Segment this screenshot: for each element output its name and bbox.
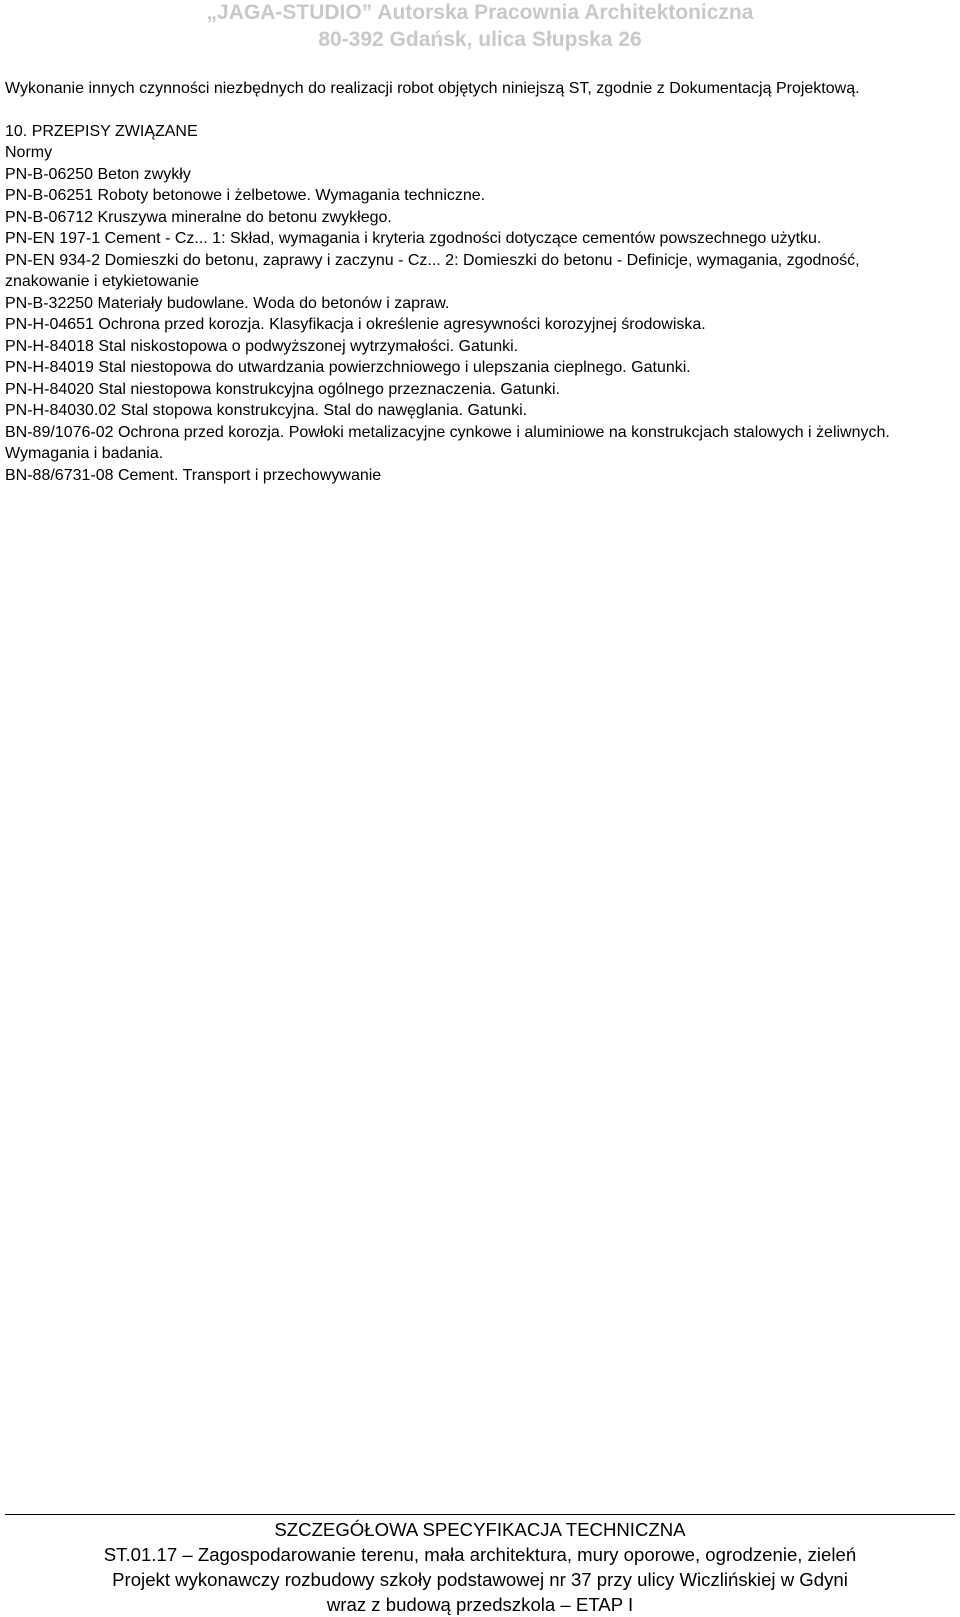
norm-item: PN-B-06712 Kruszywa mineralne do betonu zwykłego. (5, 208, 392, 226)
norm-item: PN-H-84019 Stal niestopowa do utwardzania powierzchniowego i ulepszania cieplnego. Gatunki. (5, 359, 691, 376)
norm-item: PN-EN 197-1 Cement - Cz... 1: Skład, wymagania i kryteria zgodności dotyczące cementów powszechnego użytku. (5, 230, 822, 247)
footer-spec-code: ST.01.17 – Zagospodarowanie terenu, mała architektura, mury oporowe, ogrodzenie, zieleń (103, 1544, 857, 1565)
intro-paragraph: Wykonanie innych czynności niezbędnych do realizacji robot objętych niniejszą ST, zgodnie z Dokumentacją Projektową. (5, 80, 860, 97)
norm-item: PN-H-84020 Stal niestopowa konstrukcyjna ogólnego przeznaczenia. Gatunki. (5, 380, 560, 398)
footer-divider (5, 1514, 955, 1515)
page-footer (0, 1517, 960, 1617)
norm-item: PN-B-06251 Roboty betonowe i żelbetowe. Wymagania techniczne. (5, 187, 486, 204)
norm-item: PN-EN 934-2 Domieszki do betonu, zaprawy i zaczynu - Cz... 2: Domieszki do betonu - Definicje, wymagania, zgodność, znakowanie i etykietowanie (5, 251, 860, 290)
footer-project-title: Projekt wykonawczy rozbudowy szkoły podstawowej nr 37 przy ulicy Wiczlińskiej w Gdyni (112, 1569, 848, 1590)
norm-item: BN-89/1076-02 Ochrona przed korozja. Powłoki metalizacyjne cynkowe i aluminiowe na konstrukcjach stalowych i żeliwnych. Wymagania i badania. (5, 423, 890, 462)
footer-spec-title: SZCZEGÓŁOWA SPECYFIKACJA TECHNICZNA (274, 1519, 686, 1540)
norm-item: PN-B-32250 Materiały budowlane. Woda do betonów i zapraw. (5, 294, 450, 312)
section-heading: 10. PRZEPISY ZWIĄZANE (5, 122, 198, 140)
norm-item: BN-88/6731-08 Cement. Transport i przechowywanie (5, 466, 382, 484)
norm-item: PN-H-04651 Ochrona przed korozja. Klasyfikacja i określenie agresywności korozyjnej środowiska. (5, 316, 706, 333)
document-body (5, 78, 945, 486)
header-address: 80-392 Gdańsk, ulica Słupska 26 (318, 28, 642, 51)
norm-item: PN-H-84030.02 Stal stopowa konstrukcyjna. Stal do nawęglania. Gatunki. (5, 402, 528, 419)
norm-item: PN-B-06250 Beton zwykły (5, 165, 191, 183)
subheading-norms: Normy (5, 144, 53, 161)
footer-project-stage: wraz z budową przedszkola – ETAP I (326, 1594, 634, 1615)
header-company-name: „JAGA-STUDIO” Autorska Pracownia Architektoniczna (206, 1, 754, 24)
page-header (0, 0, 960, 53)
norm-item: PN-H-84018 Stal niskostopowa o podwyższonej wytrzymałości. Gatunki. (5, 337, 519, 355)
